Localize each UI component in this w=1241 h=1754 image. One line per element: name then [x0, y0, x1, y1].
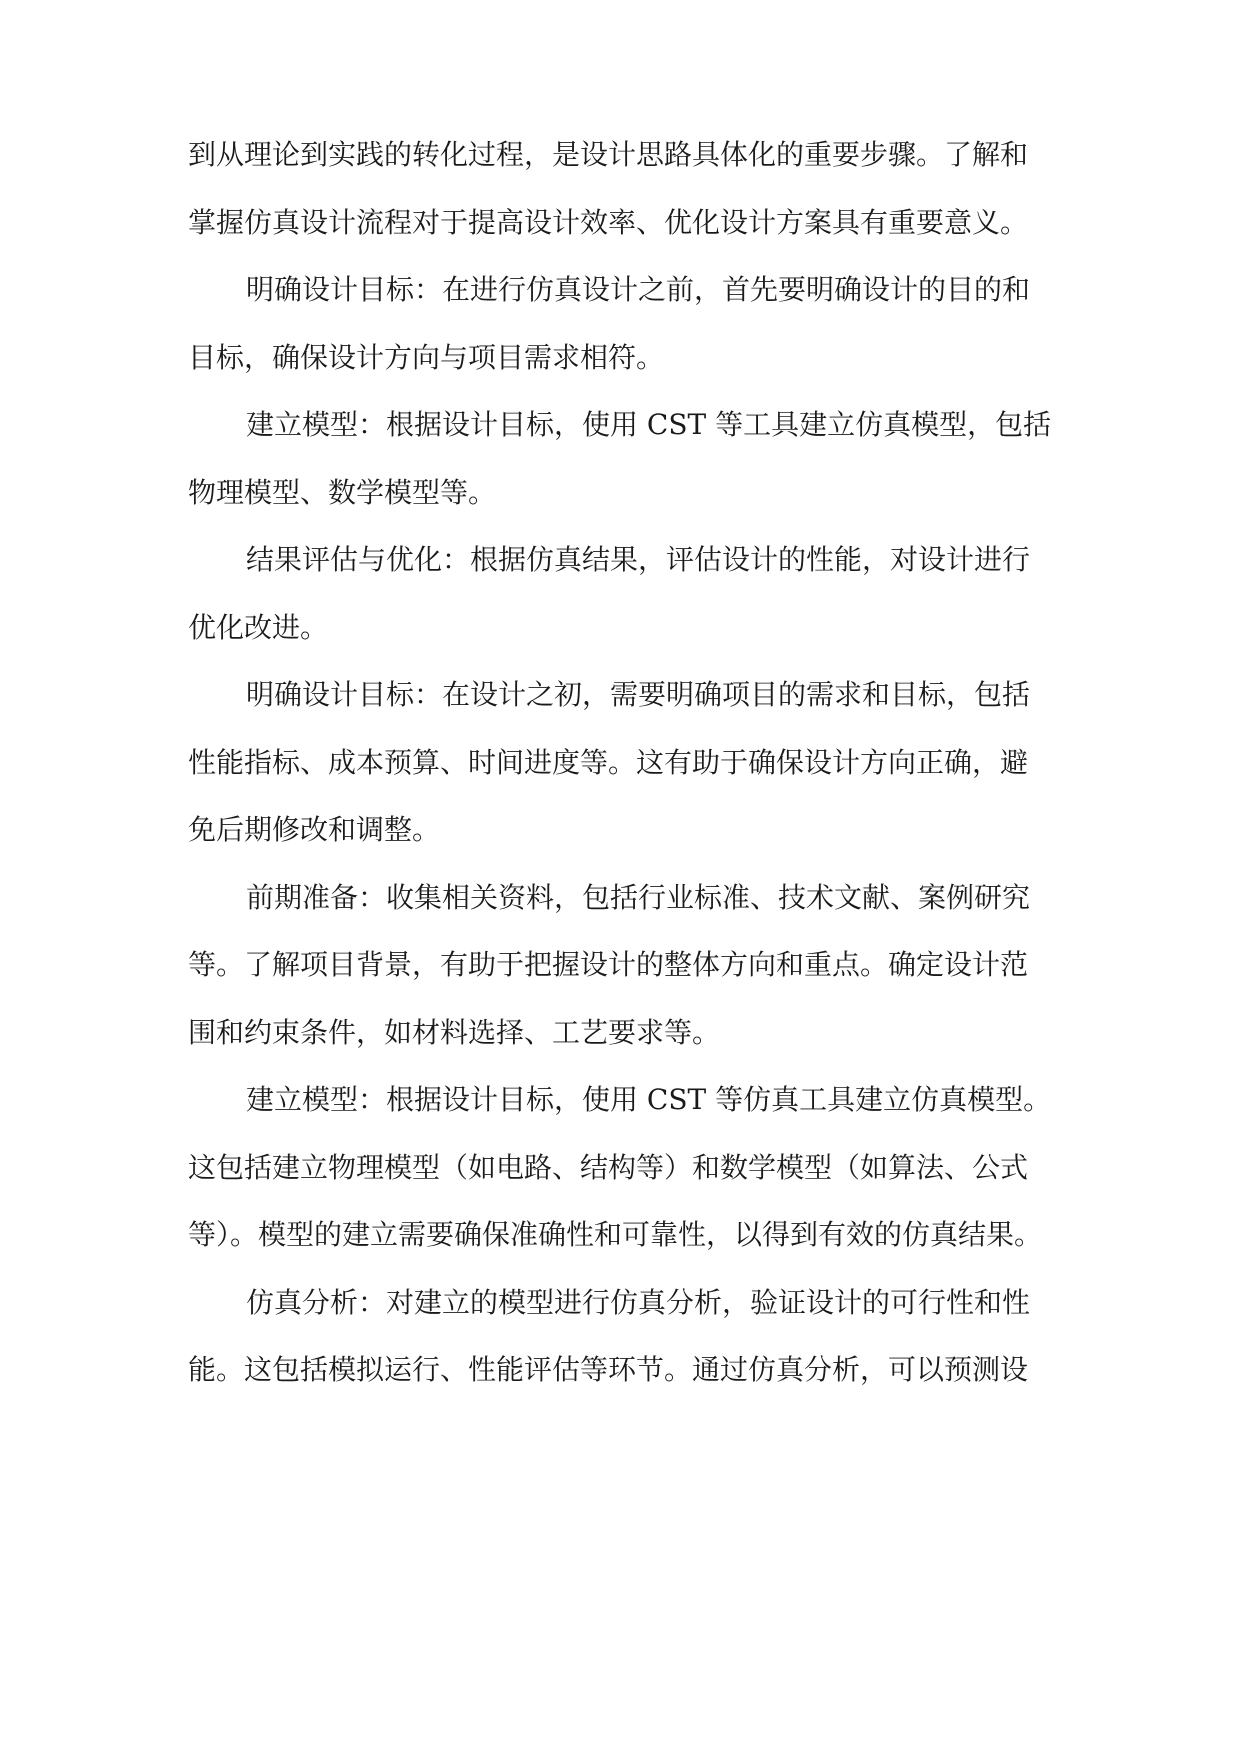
text-line: 围和约束条件，如材料选择、工艺要求等。 — [188, 1016, 721, 1049]
text-line: 等。了解项目背景，有助于把握设计的整体方向和重点。确定设计范 — [188, 948, 1029, 981]
text-line: 等）。模型的建立需要确保准确性和可靠性，以得到有效的仿真结果。 — [188, 1218, 1043, 1251]
paragraph-first-line: 建立模型：根据设计目标，使用 CST 等仿真工具建立仿真模型。 — [246, 1083, 1052, 1116]
paragraph-first-line: 明确设计目标：在进行仿真设计之前，首先要明确设计的目的和 — [246, 273, 1031, 306]
text-line: 到从理论到实践的转化过程，是设计思路具体化的重要步骤。了解和 — [188, 138, 1029, 171]
text-line: 性能指标、成本预算、时间进度等。这有助于确保设计方向正确，避 — [188, 746, 1029, 779]
text-line: 优化改进。 — [188, 611, 329, 644]
text-line: 物理模型、数学模型等。 — [188, 476, 497, 509]
text-line: 免后期修改和调整。 — [188, 813, 441, 846]
text-line: 掌握仿真设计流程对于提高设计效率、优化设计方案具有重要意义。 — [188, 206, 1029, 239]
paragraph-first-line: 仿真分析：对建立的模型进行仿真分析，验证设计的可行性和性 — [246, 1286, 1031, 1319]
text-line: 这包括建立物理模型（如电路、结构等）和数学模型（如算法、公式 — [188, 1151, 1029, 1184]
paragraph-first-line: 结果评估与优化：根据仿真结果，评估设计的性能，对设计进行 — [246, 543, 1031, 576]
paragraph-first-line: 前期准备：收集相关资料，包括行业标准、技术文献、案例研究 — [246, 881, 1031, 914]
paragraph-first-line: 建立模型：根据设计目标，使用 CST 等工具建立仿真模型，包括 — [246, 408, 1052, 441]
text-line: 能。这包括模拟运行、性能评估等环节。通过仿真分析，可以预测设 — [188, 1353, 1029, 1386]
paragraph-first-line: 明确设计目标：在设计之初，需要明确项目的需求和目标，包括 — [246, 678, 1031, 711]
text-line: 目标，确保设计方向与项目需求相符。 — [188, 341, 665, 374]
